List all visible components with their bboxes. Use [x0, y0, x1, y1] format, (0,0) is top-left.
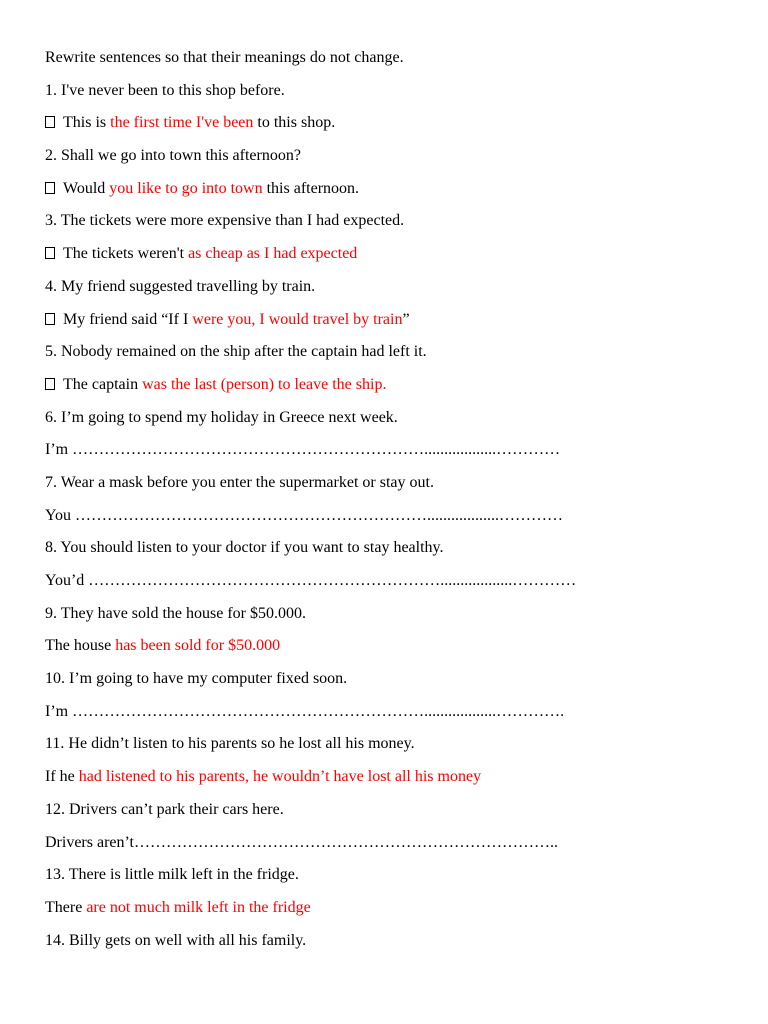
answer-line: [45, 111, 745, 144]
answer-line: [45, 177, 745, 210]
sentence-text: I’m …………………………………………………………..................………….: [45, 702, 565, 720]
answer-text: are not much milk left in the fridge: [86, 898, 311, 916]
sentence-text: 1. I've never been to this shop before.: [45, 81, 285, 99]
sentence-text: 14. Billy gets on well with all his family.: [45, 931, 307, 949]
sentence-text: 11. He didn’t listen to his parents so he lost all his money.: [45, 735, 415, 753]
answer-text: was the last (person) to leave the ship.: [142, 375, 387, 393]
sentence-text: 10. I’m going to have my computer fixed soon.: [45, 670, 348, 688]
sentence-text: Drivers aren’t……………………………………………………………………..: [45, 833, 558, 851]
sentence-text: this afternoon.: [262, 179, 360, 197]
sentence-text: This is: [63, 114, 111, 132]
question-line: [45, 144, 745, 177]
answer-text: had listened to his parents, he wouldn’t have lost all his money: [78, 768, 482, 786]
question-line: [45, 863, 745, 896]
sentence-text: 12. Drivers can’t park their cars here.: [45, 800, 284, 818]
sentence-text: If he: [45, 768, 79, 786]
sentence-text: 7. Wear a mask before you enter the supermarket or stay out.: [45, 473, 434, 491]
sentence-text: 13. There is little milk left in the fridge.: [45, 866, 299, 884]
question-line: [45, 798, 745, 831]
question-line: [45, 732, 745, 765]
sentence-text: to this shop.: [253, 114, 336, 132]
worksheet-body: [45, 46, 745, 961]
sentence-text: I’m …………………………………………………………..................…………: [45, 441, 561, 459]
placeholder-box-icon: [45, 182, 55, 194]
placeholder-box-icon: [45, 378, 55, 390]
sentence-text: You …………………………………………………………..................…………: [45, 506, 563, 524]
answer-line: [45, 308, 745, 341]
question-line: [45, 929, 745, 962]
sentence-text: 2. Shall we go into town this afternoon?: [45, 147, 301, 165]
answer-text: were you, I would travel by train: [192, 310, 403, 328]
sentence-text: My friend said “If I: [63, 310, 193, 328]
instruction-line: Rewrite sentences so that their meanings do not change.: [45, 49, 404, 66]
sentence-text: 4. My friend suggested travelling by train.: [45, 277, 316, 295]
placeholder-box-icon: [45, 116, 55, 128]
answer-line: [45, 569, 745, 602]
sentence-text: Would: [63, 179, 110, 197]
answer-line: [45, 242, 745, 275]
placeholder-box-icon: [45, 247, 55, 259]
sentence-text: The tickets weren't: [63, 245, 189, 263]
question-line: [45, 275, 745, 308]
sentence-text: 5. Nobody remained on the ship after the captain had left it.: [45, 343, 427, 361]
answer-line: [45, 373, 745, 406]
answer-text: you like to go into town: [109, 179, 263, 197]
exercise-list: [45, 79, 745, 962]
sentence-text: 8. You should listen to your doctor if you want to stay healthy.: [45, 539, 444, 557]
question-line: [45, 340, 745, 373]
answer-line: [45, 831, 745, 864]
question-line: [45, 471, 745, 504]
question-line: [45, 209, 745, 242]
placeholder-box-icon: [45, 313, 55, 325]
answer-line: [45, 504, 745, 537]
answer-line: [45, 765, 745, 798]
question-line: [45, 667, 745, 700]
answer-text: as cheap as I had expected: [188, 245, 358, 263]
answer-line: [45, 438, 745, 471]
question-line: [45, 536, 745, 569]
sentence-text: 9. They have sold the house for $50.000.: [45, 604, 306, 622]
question-line: [45, 602, 745, 635]
answer-text: the first time I've been: [110, 114, 254, 132]
sentence-text: 3. The tickets were more expensive than I had expected.: [45, 212, 405, 230]
question-line: [45, 79, 745, 112]
sentence-text: There: [45, 898, 87, 916]
sentence-text: ”: [402, 310, 410, 328]
answer-line: [45, 700, 745, 733]
answer-line: [45, 896, 745, 929]
sentence-text: The captain: [63, 375, 143, 393]
question-line: [45, 406, 745, 439]
sentence-text: The house: [45, 637, 116, 655]
sentence-text: 6. I’m going to spend my holiday in Greece next week.: [45, 408, 398, 426]
answer-line: [45, 634, 745, 667]
sentence-text: You’d …………………………………………………………..................…………: [45, 572, 577, 589]
answer-text: has been sold for $50.000: [115, 637, 281, 655]
